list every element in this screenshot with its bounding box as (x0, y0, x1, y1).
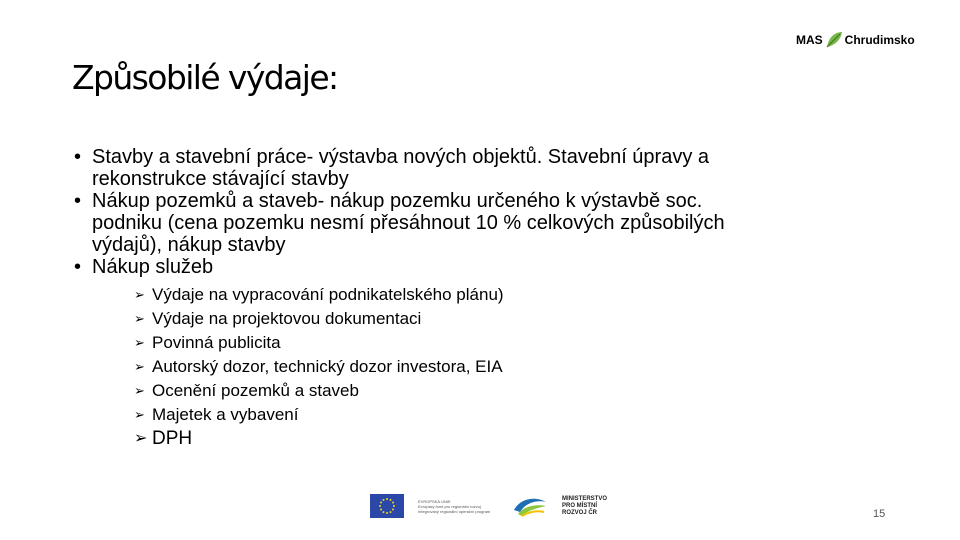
bullet-item (74, 256, 854, 451)
bullet-line: • Stavby a stavební práce- výstavba nových objektů. Stavební úpravy a (92, 146, 710, 168)
bullet-line: • Nákup pozemků a staveb- nákup pozemku určeného k výstavbě soc. (92, 190, 703, 212)
arrow-bullet-icon: ➢ (134, 311, 145, 326)
eu-text-line: Evropský fond pro regionální rozvoj (418, 503, 481, 509)
footer-logos (370, 494, 622, 518)
sub-bullet-item (134, 307, 854, 331)
bullet-list (74, 146, 854, 451)
arrow-bullet-icon: ➢ (134, 359, 145, 374)
slide-title: Způsobilé výdaje: (72, 58, 338, 97)
bullet-line: výdajů), nákup stavby (92, 234, 286, 256)
arrow-bullet-icon: ➢ (134, 287, 145, 302)
sub-bullet-text: Výdaje na projektovou dokumentaci (152, 309, 422, 328)
page-number: 15 (873, 508, 886, 520)
sub-bullet-item (134, 427, 854, 451)
bullet-item (74, 190, 854, 256)
sub-bullet-text: Výdaje na vypracování podnikatelského plánu) (152, 285, 504, 304)
bullet-item (74, 146, 854, 190)
sub-bullet-item (134, 283, 854, 307)
logo-text-chrudimsko: Chrudimsko (844, 33, 915, 47)
sub-bullet-text: Majetek a vybavení (152, 405, 299, 424)
sub-bullet-text: Ocenění pozemků a staveb (152, 381, 359, 400)
arrow-bullet-icon: ➢ (134, 430, 148, 447)
eu-text-line: Integrovaný regionální operační program (418, 508, 491, 514)
sub-bullet-item (134, 355, 854, 379)
sub-bullet-item (134, 379, 854, 403)
mmr-text-line: PRO MÍSTNÍ (562, 502, 598, 509)
sub-bullet-item (134, 331, 854, 355)
logo-text-mas: MAS (796, 33, 823, 47)
sub-bullet-text: Autorský dozor, technický dozor investora, EIA (152, 357, 503, 376)
sub-bullet-text: DPH (152, 428, 193, 449)
leaf-icon (824, 30, 844, 50)
arrow-bullet-icon: ➢ (134, 407, 145, 422)
mas-chrudimsko-logo (796, 30, 915, 50)
eu-flag-icon (370, 494, 404, 518)
sub-bullet-text: Povinná publicita (152, 333, 281, 352)
mmr-logo-text (562, 496, 622, 517)
sub-bullet-list (92, 283, 854, 451)
bullet-line: podniku (cena pozemku nesmí přesáhnout 10 % celkových způsobilých (92, 212, 725, 234)
eu-text-line: EVROPSKÁ UNIE (418, 498, 451, 504)
eu-logo-text (418, 499, 498, 514)
mmr-text-line: MINISTERSTVO (562, 495, 608, 502)
sub-bullet-item (134, 403, 854, 427)
mmr-logo-icon (512, 494, 548, 518)
mmr-text-line: ROZVOJ ČR (562, 509, 598, 516)
arrow-bullet-icon: ➢ (134, 383, 145, 398)
bullet-line: rekonstrukce stávající stavby (92, 168, 349, 190)
bullet-line: • Nákup služeb (92, 256, 214, 278)
arrow-bullet-icon: ➢ (134, 335, 145, 350)
